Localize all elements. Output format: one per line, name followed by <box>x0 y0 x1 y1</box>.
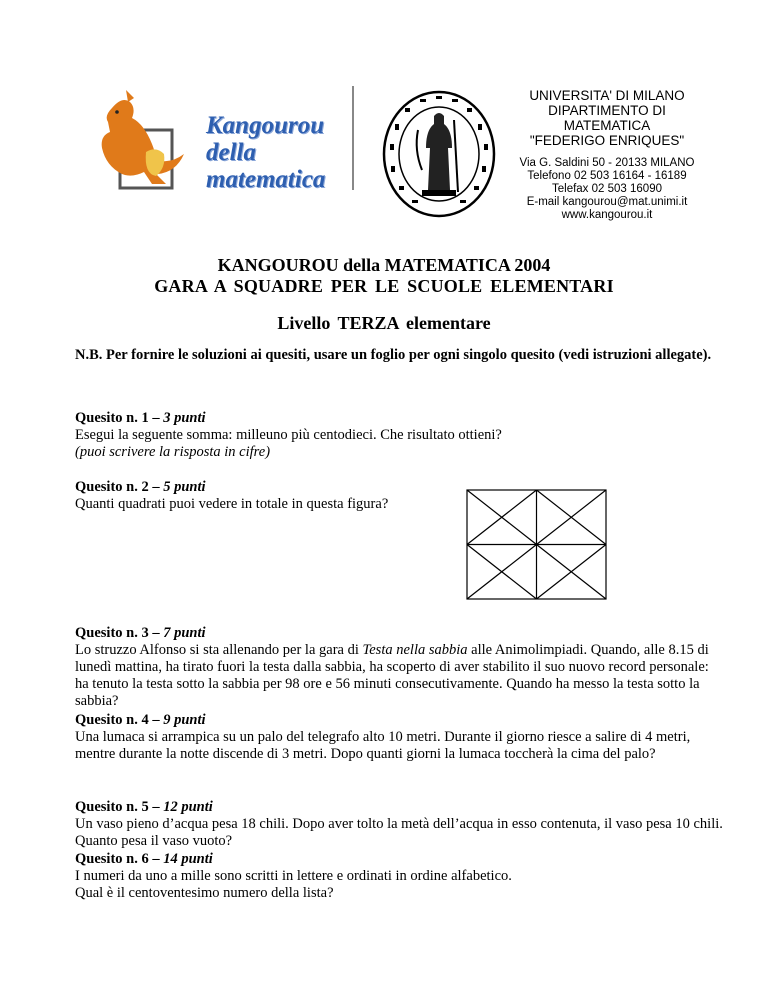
university-seal <box>382 90 496 218</box>
question-6-head: Quesito n. 6 – <box>75 851 164 867</box>
instructions-note: N.B. Per fornire le soluzioni ai quesiti, usare un foglio per ogni singolo quesito (vedi istruzioni allegate). <box>75 347 712 363</box>
document-subtitle: GARA A SQUADRE PER LE SCUOLE ELEMENTARI <box>154 276 614 296</box>
question-1-note: (puoi scrivere la risposta in cifre) <box>75 444 271 460</box>
question-5-head: Quesito n. 5 – <box>75 799 164 815</box>
event-name: Testa nella sabbia <box>362 642 468 658</box>
university-info: UNIVERSITA' DI MILANO DIPARTIMENTO DI MATEMATICA "FEDERIGO ENRIQUES" <box>529 88 685 148</box>
kangaroo-logo <box>92 88 200 198</box>
question-2-head: Quesito n. 2 – <box>75 479 164 495</box>
question-2 <box>75 479 725 513</box>
contact-info: Via G. Saldini 50 - 20133 MILANO Telefono 02 503 16164 - 16189 Telefax 02 503 16090 E-mail kangourou@mat.unimi.it www.kangourou.it <box>519 157 695 221</box>
question-1-points: 3 punti <box>163 410 206 426</box>
question-3-text: Lo struzzo Alfonso si sta allenando per la gara di Testa nella sabbia alle Animolimpiadi. Quando, alle 8.15 di lunedì mattina, ha tirato fuori la testa dalla sabbia, ha scoperto di aver stabilito il suo nuovo record personale: ha tenuto la testa sotto la sabbia per 98 ore e 56 minuti consecutivamente. Quando ha messo la testa sotto la sabbia? <box>75 642 709 709</box>
question-6 <box>75 851 725 902</box>
question-3 <box>75 625 725 710</box>
question-5 <box>75 799 725 850</box>
question-4-text: Una lumaca si arrampica su un palo del telegrafo alto 10 metri. Durante il giorno riesce a salire di 4 metri, mentre durante la notte discende di 3 metri. Dopo quanti giorni la lumaca toccherà la cima del palo? <box>75 729 691 762</box>
kangourou-logo-text: Kangourou della matematica <box>206 112 326 193</box>
level-title: Livello TERZA elementare <box>277 313 491 333</box>
question-4-head: Quesito n. 4 – <box>75 712 164 728</box>
document-title: KANGOUROU della MATEMATICA 2004 <box>217 255 551 275</box>
question-6-text-2: Qual è il centoventesimo numero della lista? <box>75 885 334 901</box>
question-4-points: 9 punti <box>163 712 206 728</box>
squares-figure <box>466 489 607 600</box>
question-6-text: I numeri da uno a mille sono scritti in lettere e ordinati in ordine alfabetico. <box>75 868 512 884</box>
logo-divider <box>352 86 354 190</box>
question-2-text: Quanti quadrati puoi vedere in totale in questa figura? <box>75 496 389 512</box>
question-3-points: 7 punti <box>163 625 206 641</box>
question-6-points: 14 punti <box>163 851 213 867</box>
question-2-points: 5 punti <box>163 479 206 495</box>
question-1-head: Quesito n. 1 – <box>75 410 164 426</box>
question-5-text: Un vaso pieno d’acqua pesa 18 chili. Dopo aver tolto la metà dell’acqua in esso contenuta, il vaso pesa 10 chili. Quanto pesa il vaso vuoto? <box>75 816 723 849</box>
question-4 <box>75 712 725 763</box>
question-1-text: Esegui la seguente somma: milleuno più centodieci. Che risultato ottieni? <box>75 427 502 443</box>
question-3-head: Quesito n. 3 – <box>75 625 164 641</box>
question-5-points: 12 punti <box>163 799 213 815</box>
question-1 <box>75 410 725 461</box>
